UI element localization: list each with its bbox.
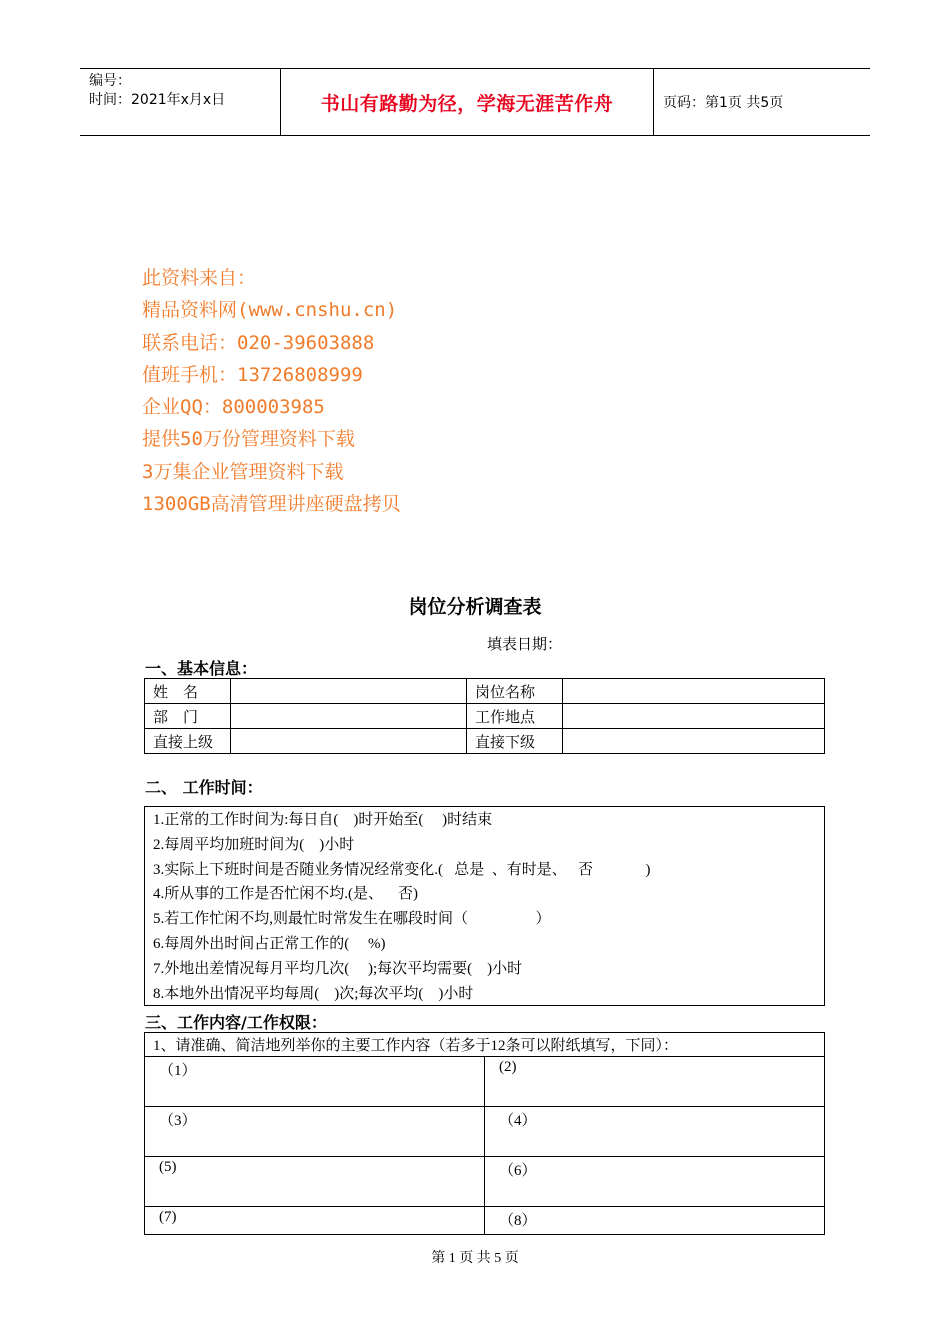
direct-subordinate-field[interactable] bbox=[563, 729, 825, 754]
page-footer: 第 1 页 共 5 页 bbox=[431, 1251, 519, 1266]
promo-line: 1300GB高清管理讲座硬盘拷贝 bbox=[142, 493, 401, 516]
name-field[interactable] bbox=[231, 679, 467, 704]
promo-line: 联系电话：020-39603888 bbox=[142, 331, 375, 354]
work-item-cell[interactable]: （4） bbox=[485, 1107, 825, 1157]
table-cell-label: 直接上级 bbox=[145, 729, 231, 754]
work-time-box bbox=[144, 806, 825, 1006]
work-item-cell[interactable]: （6） bbox=[485, 1157, 825, 1207]
header-motto: 书山有路勤为径，学海无涯苦作舟 bbox=[281, 69, 654, 135]
work-item-cell[interactable]: （8） bbox=[485, 1207, 825, 1235]
position-name-field[interactable] bbox=[563, 679, 825, 704]
work-item-cell[interactable]: (2) bbox=[485, 1057, 825, 1107]
work-time-line: 1.正常的工作时间为:每日自( )时开始至( )时结束 bbox=[153, 812, 493, 828]
work-time-line: 7.外地出差情况每月平均几次( );每次平均需要( )小时 bbox=[153, 960, 523, 977]
table-cell-label: 工作地点 bbox=[467, 704, 563, 729]
table-cell-label: 岗位名称 bbox=[467, 679, 563, 704]
work-time-line: 2.每周平均加班时间为( )小时 bbox=[153, 836, 355, 853]
header-page-info: 页码：第1页 共5页 bbox=[663, 95, 784, 111]
promo-line: 此资料来自： bbox=[142, 267, 257, 289]
work-content-prompt: 1、请准确、简洁地列举你的主要工作内容（若多于12条可以附纸填写，下同）： bbox=[145, 1033, 825, 1057]
work-item-cell[interactable]: (5) bbox=[145, 1157, 485, 1207]
direct-superior-field[interactable] bbox=[231, 729, 467, 754]
work-time-line: 4.所从事的工作是否忙闲不均.(是、 否) bbox=[153, 886, 418, 903]
work-time-line: 3.实际上下班时间是否随业务情况经常变化.( 总是 、有时是、 否 ) bbox=[153, 861, 651, 878]
header-meta bbox=[80, 69, 281, 135]
table-cell-label: 姓 名 bbox=[145, 679, 231, 704]
page-title: 岗位分析调查表 bbox=[408, 596, 542, 618]
work-content-table bbox=[144, 1032, 825, 1235]
section-title-work-time: 二、 工作时间： bbox=[145, 778, 263, 797]
table-cell-label: 部 门 bbox=[145, 704, 231, 729]
work-item-cell[interactable]: （1） bbox=[145, 1057, 485, 1107]
work-location-field[interactable] bbox=[563, 704, 825, 729]
table-row bbox=[145, 1157, 825, 1207]
work-time-line: 5.若工作忙闲不均,则最忙时常发生在哪段时间（ ） bbox=[153, 911, 551, 928]
promo-line: 提供50万份管理资料下载 bbox=[142, 428, 355, 451]
basic-info-table bbox=[144, 678, 825, 754]
work-time-line: 8.本地外出情况平均每周( )次;每次平均( )小时 bbox=[153, 985, 474, 1002]
table-cell-label: 直接下级 bbox=[467, 729, 563, 754]
work-time-line: 6.每周外出时间占正常工作的( %) bbox=[153, 935, 386, 952]
work-item-cell[interactable]: (7) bbox=[145, 1207, 485, 1235]
promo-line: 企业QQ：800003985 bbox=[142, 396, 325, 419]
promo-line: 3万集企业管理资料下载 bbox=[142, 460, 344, 483]
table-row bbox=[145, 1107, 825, 1157]
table-row bbox=[145, 729, 825, 754]
fill-date-label: 填表日期： bbox=[487, 637, 563, 653]
promo-block bbox=[142, 262, 401, 520]
section-title-work-content: 三、工作内容/工作权限： bbox=[145, 1013, 327, 1032]
document-number-label: 编号： bbox=[89, 73, 131, 89]
table-row bbox=[145, 1057, 825, 1107]
promo-line: 值班手机：13726808999 bbox=[142, 363, 363, 386]
work-item-cell[interactable]: （3） bbox=[145, 1107, 485, 1157]
table-row bbox=[145, 1207, 825, 1235]
document-time: 时间：2021年x月x日 bbox=[89, 92, 226, 108]
table-row bbox=[145, 1033, 825, 1057]
table-row bbox=[145, 679, 825, 704]
department-field[interactable] bbox=[231, 704, 467, 729]
table-row bbox=[145, 704, 825, 729]
document-header bbox=[80, 68, 870, 136]
section-title-basic-info: 一、基本信息： bbox=[145, 659, 258, 678]
promo-line: 精品资料网(www.cnshu.cn) bbox=[142, 299, 398, 322]
